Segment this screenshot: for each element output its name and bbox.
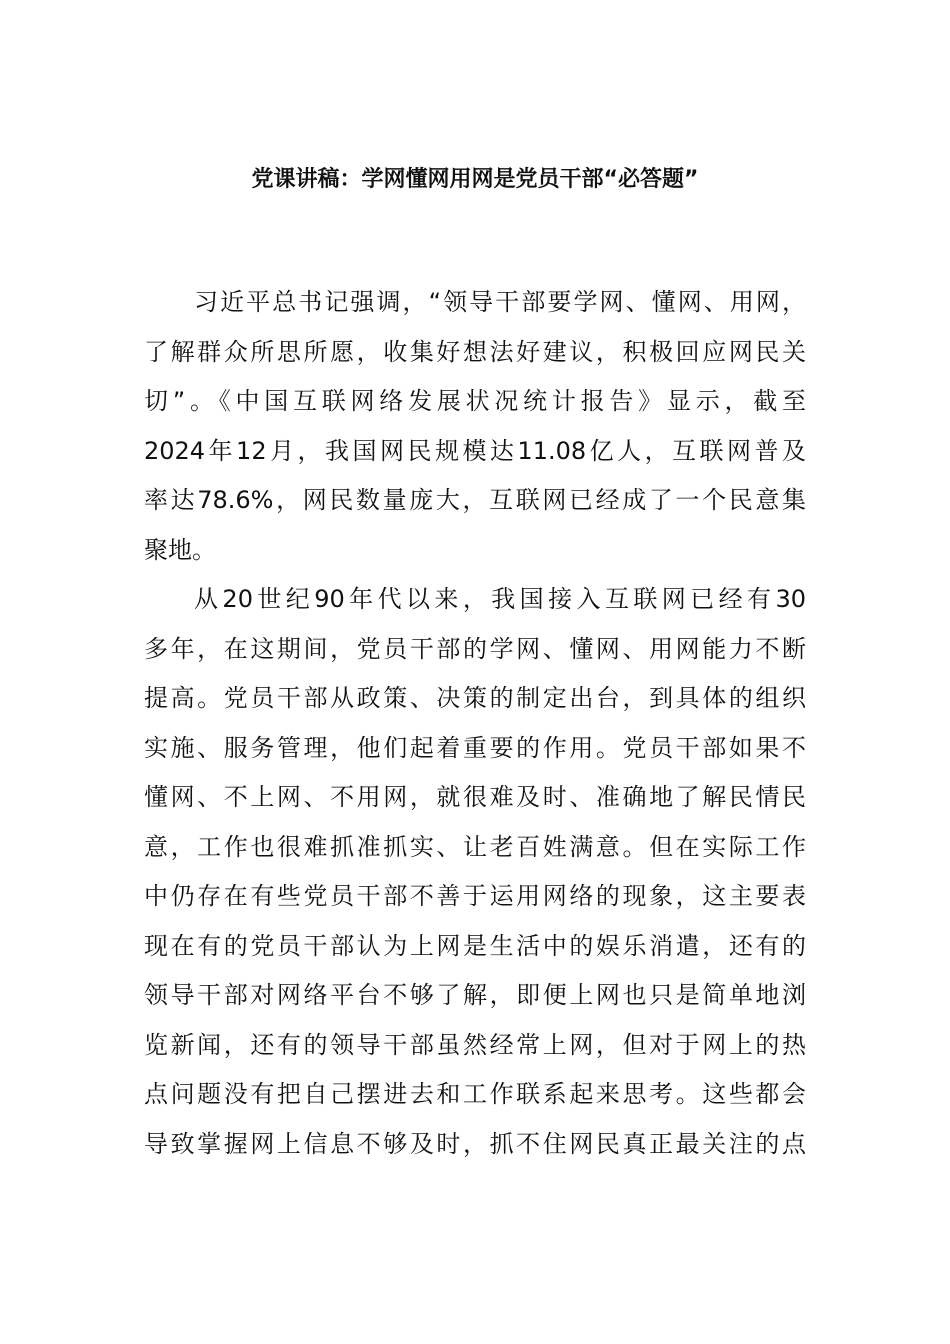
text-line: 中仍存在有些党员干部不善于运用网络的现象，这主要表 [144, 882, 806, 910]
document-title: 党课讲稿：学网懂网用网是党员干部“必答题” [251, 167, 699, 192]
document-body [144, 278, 806, 1169]
text-line: 切”。《中国互联网络发展状况统计报告》显示，截至 [144, 387, 806, 415]
text-line: 点问题没有把自己摆进去和工作联系起来思考。这些都会 [144, 1080, 806, 1108]
text-line: 提高。党员干部从政策、决策的制定出台，到具体的组织 [144, 684, 806, 712]
paragraph-2 [144, 575, 806, 1169]
text-line: 多年，在这期间，党员干部的学网、懂网、用网能力不断 [144, 634, 806, 663]
text-line: 2024年12月，我国网民规模达11.08亿人，互联网普及 [144, 436, 806, 465]
paragraph-1 [144, 278, 806, 575]
text-line: 意，工作也很难抓准抓实、让老百姓满意。但在实际工作 [144, 832, 806, 861]
text-line: 聚地。 [144, 535, 216, 564]
text-line: 习近平总书记强调，“领导干部要学网、懂网、用网， [194, 288, 806, 316]
text-line: 导致掌握网上信息不够及时，抓不住网民真正最关注的点 [144, 1129, 806, 1158]
text-line: 实施、服务管理，他们起着重要的作用。党员干部如果不 [144, 733, 806, 762]
text-line: 从20世纪90年代以来，我国接入互联网已经有30 [194, 585, 806, 613]
text-line: 了解群众所思所愿，收集好想法好建议，积极回应网民关 [144, 337, 806, 366]
text-line: 率达78.6%，网民数量庞大，互联网已经成了一个民意集 [144, 486, 806, 514]
text-line: 懂网、不上网、不用网，就很难及时、准确地了解民情民 [144, 783, 806, 811]
text-line: 览新闻，还有的领导干部虽然经常上网，但对于网上的热 [144, 1030, 806, 1059]
text-line: 领导干部对网络平台不够了解，即便上网也只是简单地浏 [144, 981, 806, 1009]
text-line: 现在有的党员干部认为上网是生活中的娱乐消遣，还有的 [144, 931, 806, 960]
